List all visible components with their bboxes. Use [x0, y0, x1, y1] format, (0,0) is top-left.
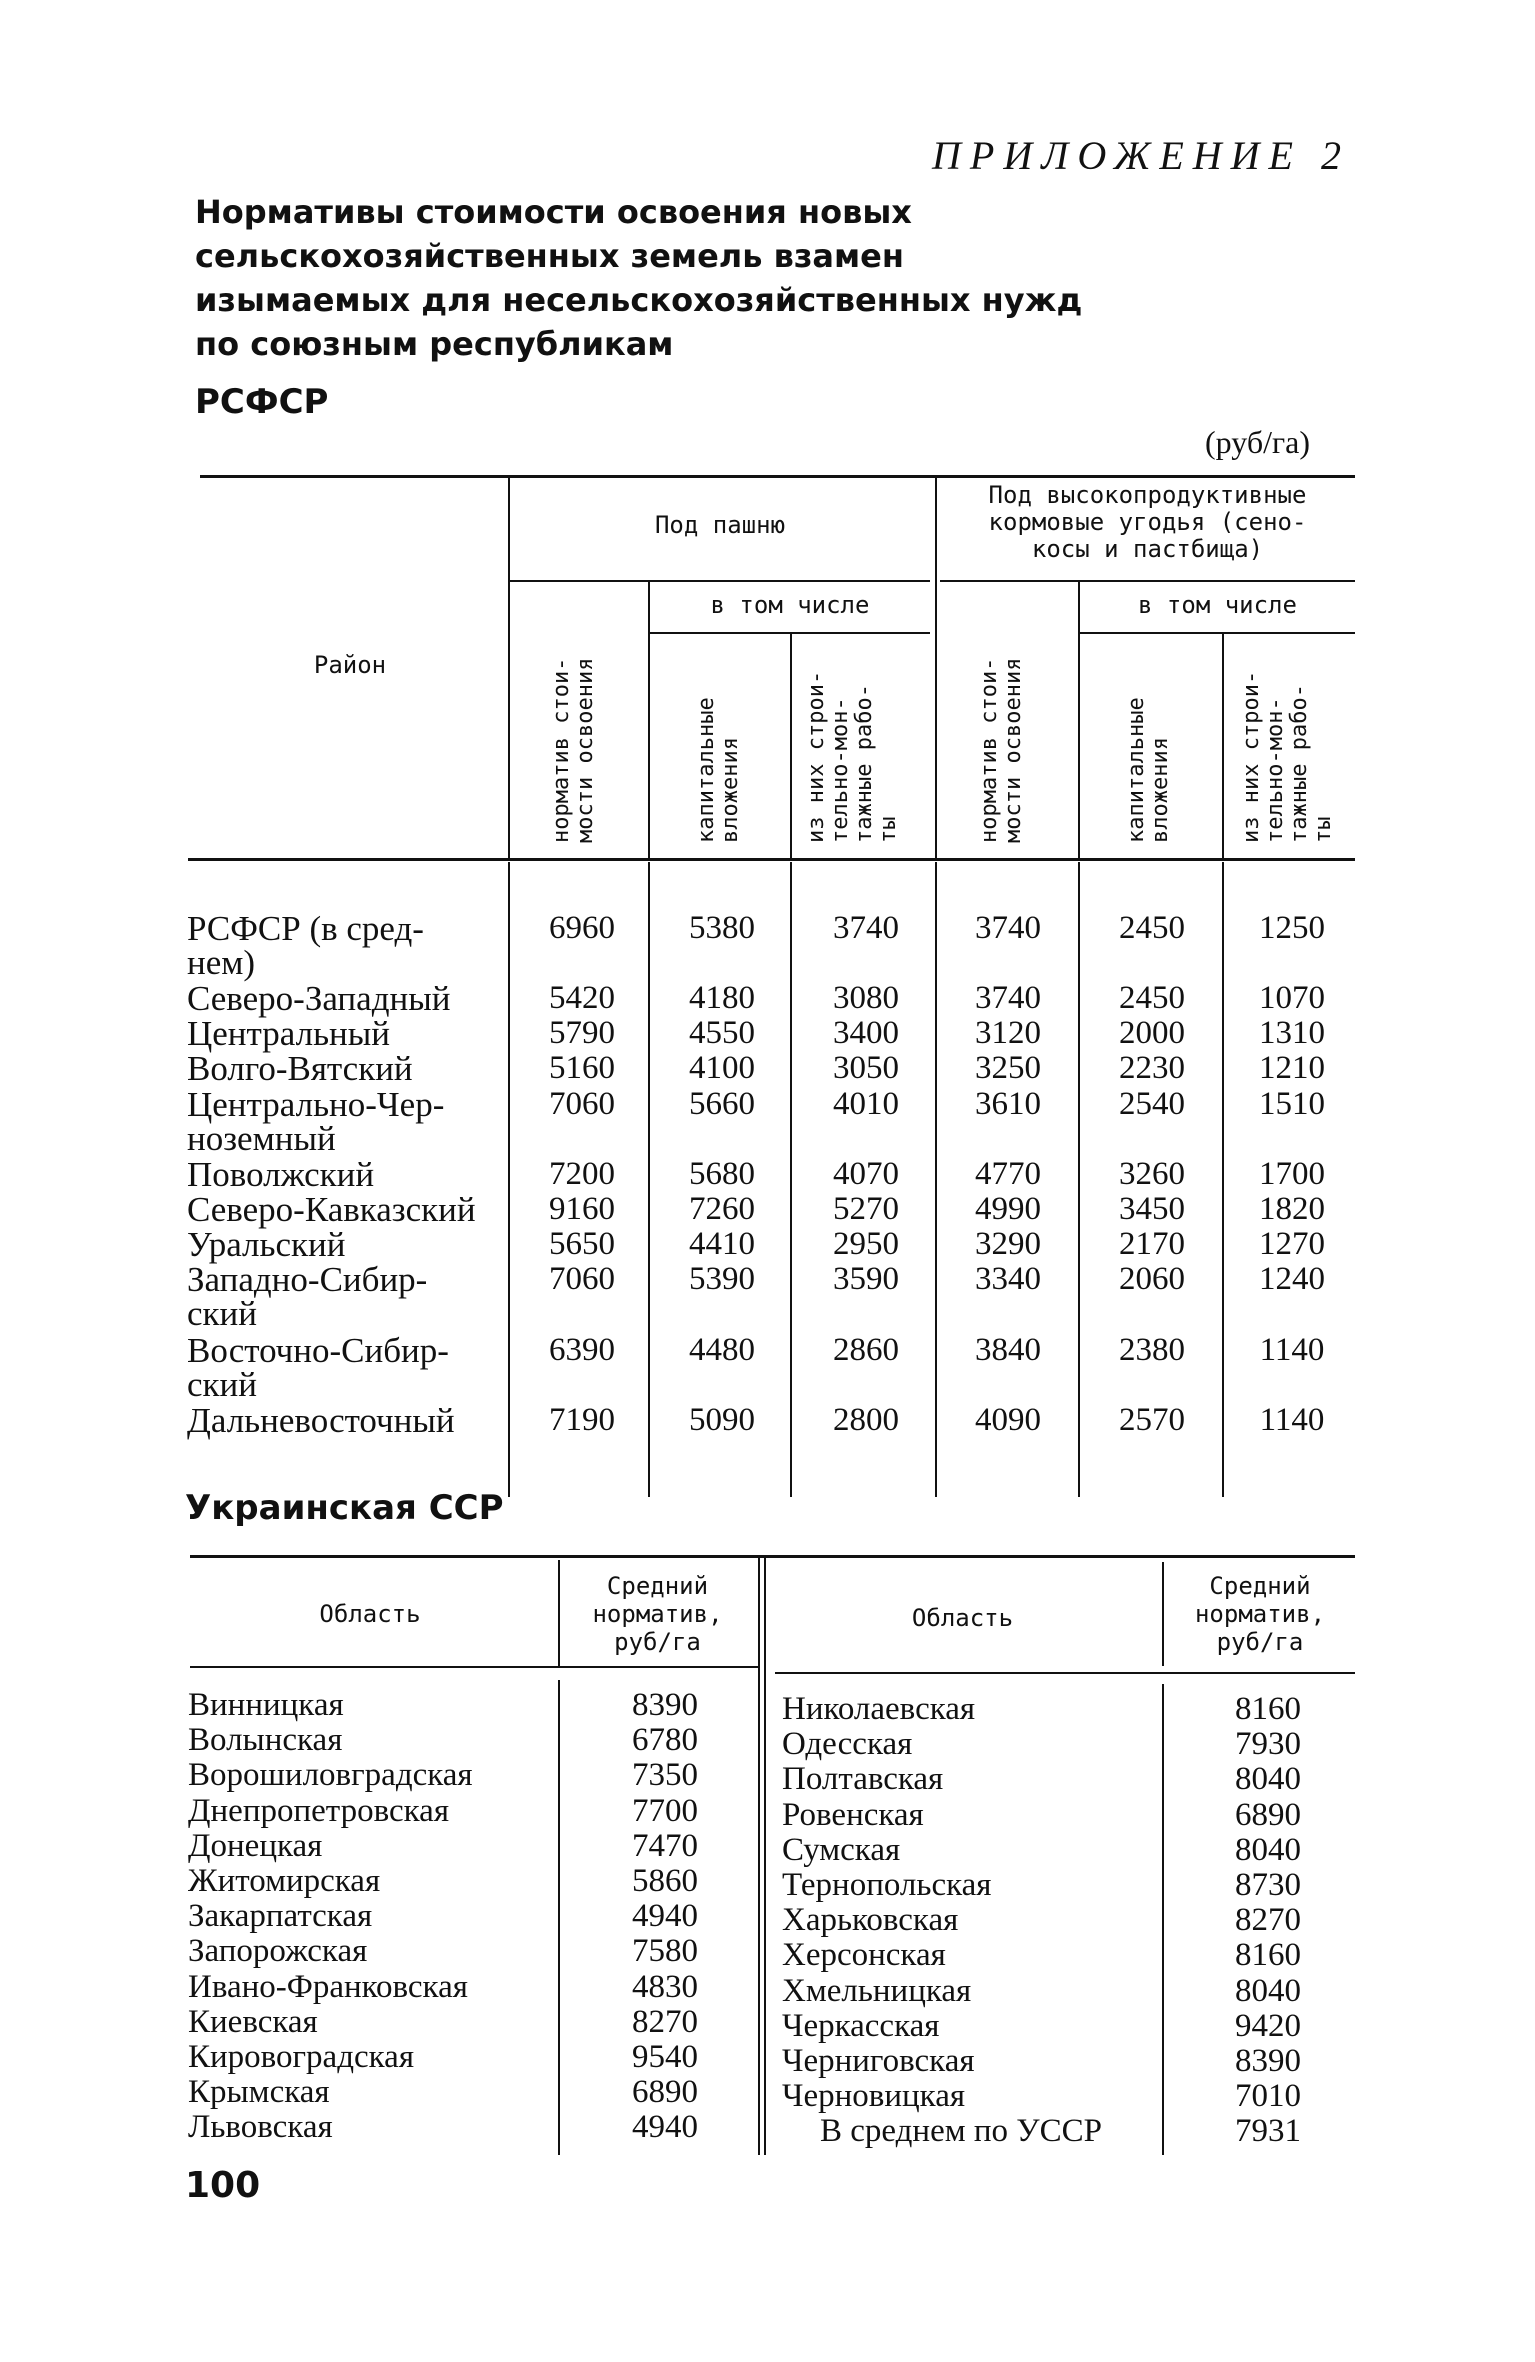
col-divider: [1078, 582, 1080, 858]
table-cell: 5160: [549, 1050, 615, 1086]
table-cell: 9160: [549, 1191, 615, 1227]
table-cell: 4010: [833, 1086, 899, 1122]
ua-right-region-header: Область: [911, 1604, 1014, 1632]
table-cell: 4550: [689, 1015, 755, 1051]
table-cell: 3610: [975, 1086, 1041, 1122]
pasture-header-line: кормовые угодья (сено-: [988, 508, 1307, 536]
oblast-name: Житомирская: [188, 1863, 381, 1899]
raion-name: Центрально-Чер- ноземный: [187, 1085, 445, 1158]
average-label: В среднем по УССР: [820, 2113, 1102, 2150]
unit-label: (руб/га): [1205, 424, 1310, 460]
raion-name: Уральский: [187, 1225, 346, 1264]
oblast-name: Львовская: [188, 2109, 333, 2146]
table-cell: 2380: [1119, 1332, 1185, 1368]
table-cell: 3450: [1119, 1191, 1185, 1227]
table-cell: 4180: [689, 980, 755, 1016]
oblast-norm-value: 8040: [1235, 1831, 1301, 1868]
title-line: изымаемых для несельскохозяйственных нужд: [195, 281, 1083, 319]
arable-including-header: в том числе: [710, 591, 870, 619]
col-divider: [1078, 862, 1080, 1497]
oblast-name: Запорожская: [188, 1933, 368, 1970]
col-divider: [1222, 862, 1224, 1497]
raion-name: РСФСР (в сред- нем): [187, 909, 424, 982]
ua-left-norm-header: Средний норматив, руб/га: [592, 1572, 723, 1656]
average-value: 7931: [1235, 2113, 1301, 2150]
table-cell: 3400: [833, 1015, 899, 1051]
raion-name: Дальневосточный: [187, 1401, 455, 1440]
table-cell: 1700: [1259, 1156, 1325, 1192]
table-cell: 1240: [1259, 1261, 1325, 1297]
title-line: по союзным республикам: [195, 325, 674, 363]
table-cell: 2450: [1119, 910, 1185, 946]
table-cell: 2000: [1119, 1015, 1185, 1051]
table-cell: 5420: [549, 980, 615, 1016]
table-cell: 3250: [975, 1050, 1041, 1086]
pasture-construction-header: из них строи- тельно-мон- тажные рабо- ты: [1239, 670, 1336, 843]
table-cell: 7060: [549, 1086, 615, 1122]
table-cell: 7260: [689, 1191, 755, 1227]
table-cell: 1140: [1259, 1332, 1325, 1368]
table-cell: 6960: [549, 910, 615, 946]
oblast-name: Черновицкая: [782, 2078, 966, 2115]
oblast-norm-value: 4940: [632, 2109, 698, 2146]
table-cell: 7190: [549, 1402, 615, 1438]
ua-right-norm-header: Средний норматив, руб/га: [1194, 1572, 1326, 1656]
table-cell: 3050: [833, 1050, 899, 1086]
oblast-name: Ивано-Франковская: [188, 1968, 468, 2005]
table-cell: 1210: [1259, 1050, 1325, 1086]
oblast-name: Николаевская: [782, 1691, 976, 1727]
oblast-name: Винницкая: [188, 1687, 344, 1723]
oblast-norm-value: 7700: [632, 1792, 698, 1829]
title-line: сельскохозяйственных земель взамен: [195, 237, 904, 275]
oblast-name: Черниговская: [782, 2043, 975, 2079]
table-cell: 4990: [975, 1191, 1041, 1227]
table-cell: 5790: [549, 1015, 615, 1051]
ua-right-header-rule: [775, 1672, 1355, 1674]
raion-header: Район: [313, 651, 387, 679]
table-cell: 2800: [833, 1402, 899, 1438]
table-cell: 5660: [689, 1086, 755, 1122]
oblast-name: Крымская: [188, 2074, 330, 2111]
table-cell: 2060: [1119, 1261, 1185, 1297]
table-cell: 5650: [549, 1226, 615, 1262]
table-cell: 3740: [975, 980, 1041, 1016]
table-cell: 1310: [1259, 1015, 1325, 1051]
oblast-name: Херсонская: [782, 1937, 946, 1974]
title-line: Нормативы стоимости освоения новых: [195, 193, 912, 231]
table-cell: 2570: [1119, 1402, 1185, 1438]
table-cell: 4090: [975, 1402, 1041, 1438]
appendix-label: ПРИЛОЖЕНИЕ 2: [932, 133, 1350, 178]
ua-left-header-rule: [190, 1666, 760, 1668]
col-divider: [648, 862, 650, 1497]
oblast-name: Киевская: [188, 2003, 318, 2040]
table-cell: 3740: [833, 910, 899, 946]
raion-name: Северо-Кавказский: [187, 1190, 476, 1229]
oblast-norm-value: 8270: [1235, 1902, 1301, 1939]
table-cell: 4480: [689, 1332, 755, 1368]
arable-construction-header: из них строи- тельно-мон- тажные рабо- ты: [804, 670, 901, 843]
oblast-norm-value: 7350: [632, 1757, 698, 1794]
oblast-name: Днепропетровская: [188, 1792, 450, 1829]
rsfsr-heading: РСФСР: [195, 382, 329, 422]
table-cell: 2950: [833, 1226, 899, 1262]
table-cell: 2860: [833, 1332, 899, 1368]
oblast-name: Тернопольская: [782, 1867, 992, 1903]
oblast-norm-value: 6780: [632, 1722, 698, 1759]
header-bottom-rule: [188, 858, 1355, 861]
table-cell: 3340: [975, 1261, 1041, 1297]
oblast-norm-value: 6890: [1235, 1796, 1301, 1833]
oblast-norm-value: 5860: [632, 1863, 698, 1899]
oblast-norm-value: 8730: [1235, 1867, 1301, 1903]
table-cell: 5680: [689, 1156, 755, 1192]
table-cell: 1250: [1259, 910, 1325, 946]
oblast-name: Харьковская: [782, 1902, 959, 1939]
oblast-norm-value: 9540: [632, 2039, 698, 2075]
ukraine-heading: Украинская ССР: [185, 1488, 504, 1528]
col-divider: [648, 582, 650, 858]
oblast-norm-value: 6890: [632, 2074, 698, 2111]
col-divider: [1162, 1684, 1164, 2155]
oblast-name: Полтавская: [782, 1761, 944, 1798]
arable-header: Под пашню: [654, 511, 786, 539]
arable-capital-header: капитальные вложения: [694, 697, 743, 843]
oblast-norm-value: 4940: [632, 1898, 698, 1935]
oblast-name: Волынская: [188, 1722, 343, 1759]
table-cell: 3590: [833, 1261, 899, 1297]
table-cell: 1820: [1259, 1191, 1325, 1227]
document-title: [195, 190, 1095, 366]
table-cell: 5270: [833, 1191, 899, 1227]
table-cell: 5380: [689, 910, 755, 946]
col-divider: [558, 1680, 560, 2155]
oblast-norm-value: 8160: [1235, 1691, 1301, 1727]
oblast-name: Черкасская: [782, 2007, 940, 2044]
table-cell: 1070: [1259, 980, 1325, 1016]
col-divider: [508, 862, 510, 1497]
oblast-norm-value: 8390: [632, 1687, 698, 1723]
pasture-header: [940, 482, 1355, 563]
table-cell: 4100: [689, 1050, 755, 1086]
oblast-norm-value: 7010: [1235, 2078, 1301, 2115]
double-divider: [758, 1558, 760, 2155]
raion-name: Волго-Вятский: [187, 1049, 413, 1088]
pasture-header-line: косы и пастбища): [1031, 535, 1264, 563]
table-cell: 1140: [1259, 1402, 1325, 1438]
oblast-norm-value: 8040: [1235, 1761, 1301, 1798]
table-cell: 2230: [1119, 1050, 1185, 1086]
oblast-name: Кировоградская: [188, 2039, 415, 2075]
oblast-norm-value: 8270: [632, 2003, 698, 2040]
table-cell: 4070: [833, 1156, 899, 1192]
oblast-name: Закарпатская: [188, 1898, 373, 1935]
oblast-name: Ровенская: [782, 1796, 924, 1833]
arable-normative-header: норматив стои- мости освоения: [549, 657, 598, 843]
col-divider: [1222, 634, 1224, 858]
pasture-capital-header: капитальные вложения: [1124, 697, 1173, 843]
col-divider: [790, 634, 792, 858]
table-cell: 7200: [549, 1156, 615, 1192]
raion-name: Западно-Сибир- ский: [187, 1260, 428, 1333]
ua-left-region-header: Область: [319, 1600, 421, 1628]
table-cell: 3740: [975, 910, 1041, 946]
col-divider: [935, 862, 937, 1497]
raion-name: Поволжский: [187, 1155, 375, 1194]
pasture-incl-rule: [1080, 632, 1355, 634]
col-divider: [1162, 1562, 1164, 1666]
oblast-name: Ворошиловградская: [188, 1757, 473, 1794]
col-divider: [790, 862, 792, 1497]
oblast-name: Сумская: [782, 1831, 901, 1868]
double-divider: [764, 1558, 766, 2155]
pasture-normative-header: норматив стои- мости освоения: [977, 657, 1026, 843]
table-cell: 1270: [1259, 1226, 1325, 1262]
oblast-norm-value: 8040: [1235, 1972, 1301, 2009]
page-number: 100: [185, 2165, 261, 2206]
arable-sub-rule: [510, 580, 930, 582]
oblast-norm-value: 7930: [1235, 1726, 1301, 1763]
pasture-header-line: Под высокопродуктивные: [988, 481, 1307, 509]
table-cell: 2450: [1119, 980, 1185, 1016]
table-cell: 5090: [689, 1402, 755, 1438]
table-cell: 6390: [549, 1332, 615, 1368]
oblast-name: Хмельницкая: [782, 1972, 972, 2009]
table-cell: 4410: [689, 1226, 755, 1262]
table-cell: 3290: [975, 1226, 1041, 1262]
raion-name: Восточно-Сибир- ский: [187, 1331, 449, 1404]
table-cell: 4770: [975, 1156, 1041, 1192]
table-cell: 2540: [1119, 1086, 1185, 1122]
raion-name: Северо-Западный: [187, 979, 451, 1018]
table-cell: 3260: [1119, 1156, 1185, 1192]
col-divider: [935, 478, 937, 858]
table-cell: 7060: [549, 1261, 615, 1297]
pasture-sub-rule: [940, 580, 1355, 582]
table-cell: 1510: [1259, 1086, 1325, 1122]
ua-top-rule: [190, 1555, 1355, 1558]
table-cell: 5390: [689, 1261, 755, 1297]
oblast-norm-value: 9420: [1235, 2007, 1301, 2044]
oblast-norm-value: 4830: [632, 1968, 698, 2005]
oblast-norm-value: 7470: [632, 1827, 698, 1864]
pasture-including-header: в том числе: [1138, 591, 1297, 619]
oblast-norm-value: 7580: [632, 1933, 698, 1970]
oblast-norm-value: 8160: [1235, 1937, 1301, 1974]
table-cell: 3120: [975, 1015, 1041, 1051]
raion-name: Центральный: [187, 1014, 391, 1053]
oblast-norm-value: 8390: [1235, 2043, 1301, 2079]
oblast-name: Донецкая: [188, 1827, 323, 1864]
table-top-rule: [200, 475, 1355, 478]
oblast-name: Одесская: [782, 1726, 913, 1763]
table-cell: 3840: [975, 1332, 1041, 1368]
table-cell: 2170: [1119, 1226, 1185, 1262]
table-cell: 3080: [833, 980, 899, 1016]
